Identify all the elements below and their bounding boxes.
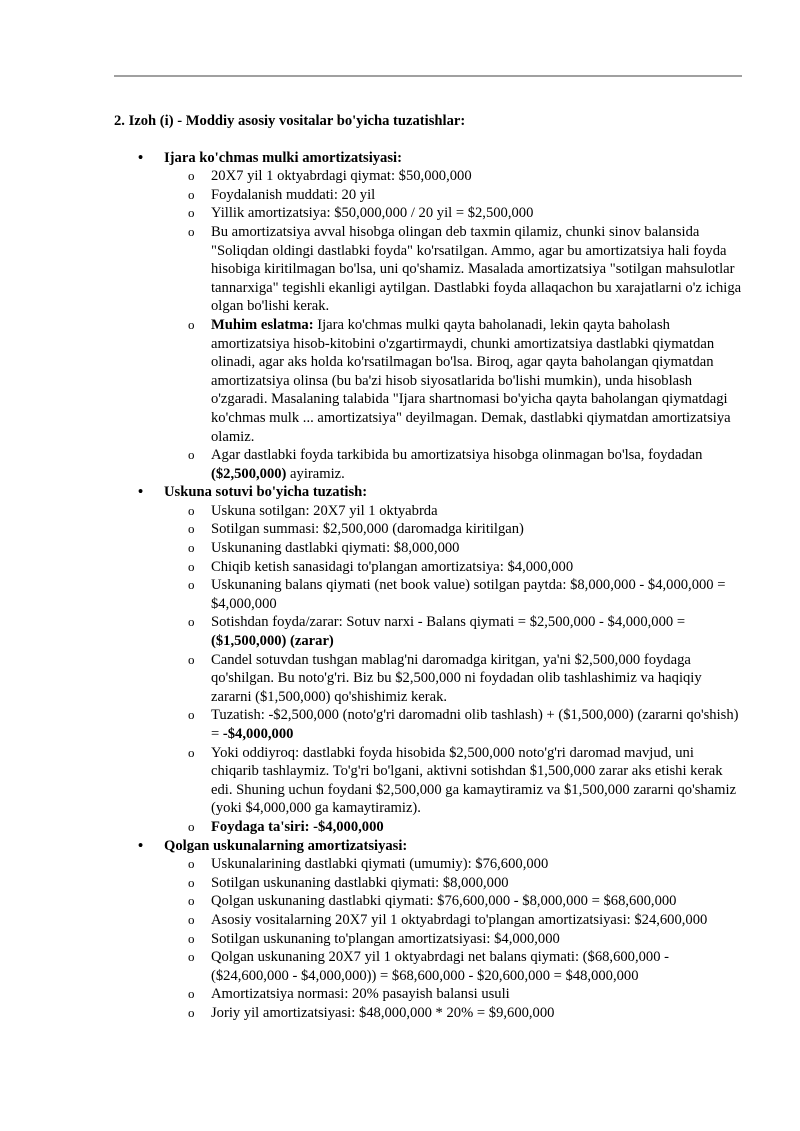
item-text: Ijara ko'chmas mulki qayta baholanadi, lekin qayta baholash amortizatsiya hisob-kitobini o'zgartirmaydi, chunki amortizatsiya dastlabki qiymatdan olinadi, agar aks holda ko'rsatilmagan bo'lsa. Biroq, agar qayta baholangan qiymatdan amortizatsiya olinsa (bu ba'zi hisob siyosatlarida bo'lishi mumkin), unda hisoblash o'zgaradi. Masalaning talabida "Ijara shartnomasi bo'yicha qayta baholangan qiymatdagi ko'chmas mulk ... amortizatsiya" deyilmagan. Demak, dastlabki qiymatdan amortizatsiya olamiz. bbox=[211, 316, 731, 445]
list-item bbox=[164, 818, 744, 837]
item-text: Tuzatish: -$2,500,000 (noto'g'ri daromadni olib tashlash) + ($1,500,000) (zararni qo'shish) = bbox=[211, 707, 739, 742]
list-item bbox=[164, 930, 744, 949]
list-item bbox=[164, 539, 744, 558]
item-text: Joriy yil amortizatsiyasi: $48,000,000 * 20% = $9,600,000 bbox=[211, 1004, 555, 1021]
item-bold-text: Muhim eslatma: bbox=[211, 316, 314, 333]
list-item bbox=[164, 911, 744, 930]
section-item bbox=[114, 837, 744, 1023]
section-item bbox=[114, 483, 744, 836]
circle-bullet-icon: o bbox=[188, 911, 195, 927]
list-item bbox=[164, 316, 744, 446]
item-text: Agar dastlabki foyda tarkibida bu amortizatsiya hisobga olinmagan bo'lsa, foydadan bbox=[211, 447, 703, 464]
sub-list bbox=[164, 167, 744, 483]
circle-bullet-icon: o bbox=[188, 205, 195, 221]
list-item bbox=[164, 706, 744, 743]
circle-bullet-icon: o bbox=[188, 577, 195, 593]
circle-bullet-icon: o bbox=[188, 447, 195, 463]
circle-bullet-icon: o bbox=[188, 502, 195, 518]
circle-bullet-icon: o bbox=[188, 707, 195, 723]
circle-bullet-icon: o bbox=[188, 316, 195, 332]
bullet-icon: • bbox=[138, 484, 144, 501]
item-text: Bu amortizatsiya avval hisobga olingan deb taxmin qilamiz, chunki sinov balansida "Soliqdan oldingi dastlabki foyda" ko'rsatilgan. Ammo, agar bu amortizatsiya hali foyda hisobiga kiritilmagan bo'lsa, uni qo'shamiz. Masalada amortizatsiya "sotilgan mahsulotlar tannarxiga" tegishli ekanligi aytilgan. Dastlabki foyda allaqachon bu xarajatlarni o'z ichiga olgan bo'lishi kerak. bbox=[211, 223, 742, 315]
note-heading: 2. Izoh (i) - Moddiy asosiy vositalar bo'yicha tuzatishlar: bbox=[114, 113, 466, 129]
list-item bbox=[164, 186, 744, 205]
sub-list bbox=[164, 855, 744, 1022]
sub-list bbox=[164, 502, 744, 837]
list-item bbox=[164, 223, 744, 316]
list-item bbox=[164, 874, 744, 893]
circle-bullet-icon: o bbox=[188, 168, 195, 184]
circle-bullet-icon: o bbox=[188, 540, 195, 556]
item-text: Chiqib ketish sanasidagi to'plangan amortizatsiya: $4,000,000 bbox=[211, 558, 574, 575]
list-item bbox=[164, 204, 744, 223]
list-item bbox=[164, 948, 744, 985]
circle-bullet-icon: o bbox=[188, 521, 195, 537]
circle-bullet-icon: o bbox=[188, 614, 195, 630]
circle-bullet-icon: o bbox=[188, 986, 195, 1002]
list-item bbox=[164, 744, 744, 818]
section-title: Ijara ko'chmas mulki amortizatsiyasi: bbox=[164, 149, 402, 166]
list-item bbox=[164, 446, 744, 483]
list-item bbox=[164, 855, 744, 874]
circle-bullet-icon: o bbox=[188, 186, 195, 202]
item-bold-text: ($2,500,000) bbox=[211, 465, 287, 482]
item-text: Yillik amortizatsiya: $50,000,000 / 20 yil = $2,500,000 bbox=[211, 205, 534, 222]
item-text: Candel sotuvdan tushgan mablag'ni daromadga kiritgan, ya'ni $2,500,000 foydaga qo'shilgan. Bu noto'g'ri. Biz bu $2,500,000 ni foydadan olib tashlashimiz va haqiqiy zararni ($1,500,000) qo'shishimiz kerak. bbox=[211, 651, 702, 705]
list-item bbox=[164, 613, 744, 650]
item-text: ayiramiz. bbox=[286, 465, 345, 482]
section-item bbox=[114, 149, 744, 484]
list-item bbox=[164, 651, 744, 707]
item-text: Sotishdan foyda/zarar: Sotuv narxi - Balans qiymati = $2,500,000 - $4,000,000 = bbox=[211, 614, 686, 631]
list-item bbox=[164, 1004, 744, 1023]
document-body bbox=[114, 112, 744, 1023]
list-item bbox=[164, 520, 744, 539]
circle-bullet-icon: o bbox=[188, 651, 195, 667]
item-text: Yoki oddiyroq: dastlabki foyda hisobida $2,500,000 noto'g'ri daromad mavjud, uni chiqarib tashlaymiz. To'g'ri bo'lgani, aktivni sotishdan $1,500,000 zarar aks etishi kerak edi. Shuning uchun foydani $2,500,000 ga kamaytiramiz va $1,500,000 zararni qo'shamiz (yoki $4,000,000 ga kamaytiramiz). bbox=[211, 744, 737, 817]
item-bold-text: ($1,500,000) (zarar) bbox=[211, 633, 334, 650]
bullet-icon: • bbox=[138, 149, 144, 166]
circle-bullet-icon: o bbox=[188, 223, 195, 239]
item-text: 20X7 yil 1 oktyabrdagi qiymat: $50,000,000 bbox=[211, 168, 472, 185]
item-text: Qolgan uskunaning dastlabki qiymati: $76,600,000 - $8,000,000 = $68,600,000 bbox=[211, 893, 677, 910]
item-text: Uskunalarining dastlabki qiymati (umumiy): $76,600,000 bbox=[211, 856, 549, 873]
item-bold-text: Foydaga ta'siri: -$4,000,000 bbox=[211, 818, 384, 835]
list-item bbox=[164, 167, 744, 186]
circle-bullet-icon: o bbox=[188, 744, 195, 760]
list-item bbox=[164, 892, 744, 911]
item-text: Amortizatsiya normasi: 20% pasayish balansi usuli bbox=[211, 986, 510, 1003]
bullet-icon: • bbox=[138, 837, 144, 854]
item-text: Sotilgan uskunaning dastlabki qiymati: $8,000,000 bbox=[211, 874, 509, 891]
circle-bullet-icon: o bbox=[188, 949, 195, 965]
item-text: Foydalanish muddati: 20 yil bbox=[211, 186, 376, 203]
circle-bullet-icon: o bbox=[188, 818, 195, 834]
section-title: Qolgan uskunalarning amortizatsiyasi: bbox=[164, 837, 408, 854]
item-text: Sotilgan summasi: $2,500,000 (daromadga kiritilgan) bbox=[211, 521, 524, 538]
list-item bbox=[164, 558, 744, 577]
circle-bullet-icon: o bbox=[188, 893, 195, 909]
item-text: Asosiy vositalarning 20X7 yil 1 oktyabrdagi to'plangan amortizatsiyasi: $24,600,000 bbox=[211, 911, 708, 928]
item-text: Sotilgan uskunaning to'plangan amortizatsiyasi: $4,000,000 bbox=[211, 930, 560, 947]
item-bold-text: -$4,000,000 bbox=[222, 726, 294, 742]
item-text: Uskunaning balans qiymati (net book value) sotilgan paytda: $8,000,000 - $4,000,000 = $4,000,000 bbox=[211, 577, 726, 612]
item-text: Uskunaning dastlabki qiymati: $8,000,000 bbox=[211, 540, 460, 557]
list-item bbox=[164, 576, 744, 613]
circle-bullet-icon: o bbox=[188, 874, 195, 890]
circle-bullet-icon: o bbox=[188, 930, 195, 946]
list-item bbox=[164, 502, 744, 521]
section-title: Uskuna sotuvi bo'yicha tuzatish: bbox=[164, 484, 368, 501]
circle-bullet-icon: o bbox=[188, 558, 195, 574]
header-divider bbox=[114, 75, 742, 77]
item-text: Uskuna sotilgan: 20X7 yil 1 oktyabrda bbox=[211, 502, 438, 519]
item-text: Qolgan uskunaning 20X7 yil 1 oktyabrdagi net balans qiymati: ($68,600,000 - ($24,600,000 - $4,000,000)) = $68,600,000 - $20,600,000 = $48,000,000 bbox=[211, 949, 670, 984]
circle-bullet-icon: o bbox=[188, 856, 195, 872]
section-list bbox=[114, 149, 744, 1023]
list-item bbox=[164, 985, 744, 1004]
circle-bullet-icon: o bbox=[188, 1004, 195, 1020]
